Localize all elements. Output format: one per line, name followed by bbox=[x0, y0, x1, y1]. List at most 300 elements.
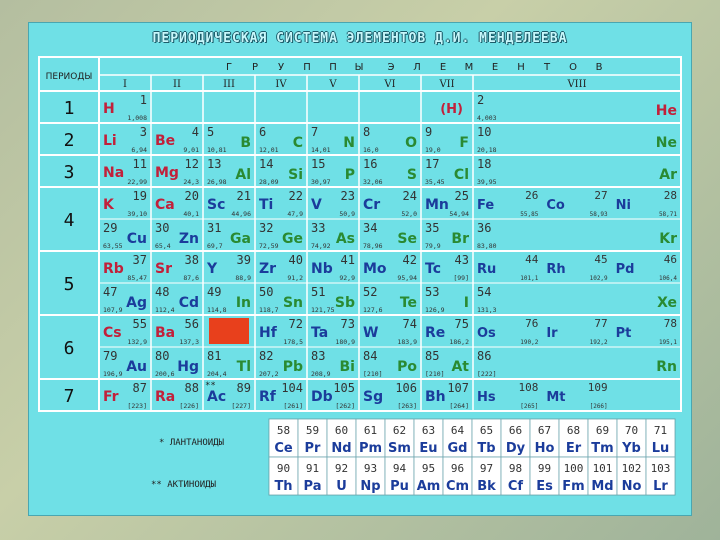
atomic-mass: 186,2 bbox=[449, 338, 469, 346]
element-symbol: Si bbox=[288, 167, 303, 183]
atomic-mass: 85,47 bbox=[127, 274, 147, 282]
element-symbol: Br bbox=[451, 231, 469, 247]
atomic-number: 47 bbox=[103, 285, 118, 299]
element-symbol: Nb bbox=[311, 261, 333, 277]
elements-heading-letter: М bbox=[464, 62, 474, 73]
element-symbol: Nd bbox=[331, 441, 352, 456]
atomic-mass: 200,6 bbox=[155, 370, 175, 378]
atomic-number: 73 bbox=[340, 317, 355, 331]
atomic-number: 15 bbox=[311, 157, 326, 171]
atomic-mass: 83,80 bbox=[477, 242, 497, 250]
element-symbol: Sr bbox=[155, 261, 172, 277]
element-symbol: Th bbox=[274, 479, 293, 494]
atomic-number: 28 bbox=[663, 189, 677, 202]
atomic-number: 14 bbox=[259, 157, 274, 171]
element-symbol: Bk bbox=[477, 479, 496, 494]
atomic-number: 89 bbox=[236, 381, 251, 395]
element-symbol: Cs bbox=[103, 325, 122, 341]
atomic-mass: [210] bbox=[425, 370, 445, 378]
group-numeral: IV bbox=[275, 79, 287, 90]
atomic-number: 76 bbox=[525, 317, 539, 330]
atomic-number: 9 bbox=[425, 125, 433, 139]
atomic-number: 97 bbox=[479, 462, 494, 475]
atomic-number: 72 bbox=[288, 317, 303, 331]
element-symbol: Au bbox=[126, 359, 147, 375]
element-symbol: Ti bbox=[259, 197, 274, 213]
element-symbol: Pu bbox=[390, 479, 409, 494]
element-symbol: Md bbox=[591, 479, 614, 494]
atomic-number: 103 bbox=[650, 462, 671, 475]
groups-heading-letter: Ы bbox=[354, 62, 364, 73]
atomic-mass: 58,93 bbox=[589, 211, 608, 218]
atomic-mass: [262] bbox=[335, 402, 355, 410]
atomic-mass: [99] bbox=[453, 274, 469, 282]
atomic-mass: [227] bbox=[231, 402, 251, 410]
atomic-number: 66 bbox=[508, 424, 523, 437]
element-symbol: H bbox=[103, 101, 115, 117]
atomic-number: 21 bbox=[236, 189, 251, 203]
atomic-number: 44 bbox=[525, 253, 539, 266]
element-symbol: Po bbox=[397, 359, 417, 375]
atomic-mass: 102,9 bbox=[589, 275, 608, 282]
element-symbol: Sm bbox=[388, 441, 411, 456]
atomic-mass: 180,9 bbox=[335, 338, 355, 346]
atomic-number: 31 bbox=[207, 221, 222, 235]
atomic-number: 34 bbox=[363, 221, 378, 235]
atomic-mass: [263] bbox=[397, 402, 417, 410]
lanthanide-placeholder bbox=[209, 318, 249, 344]
element-symbol: Tl bbox=[236, 359, 251, 375]
atomic-number: 49 bbox=[207, 285, 222, 299]
element-symbol: Ta bbox=[311, 325, 329, 341]
atomic-mass: 39,10 bbox=[127, 210, 147, 218]
element-symbol: Ru bbox=[477, 262, 497, 277]
element-symbol: V bbox=[311, 197, 322, 213]
atomic-mass: 126,9 bbox=[425, 306, 445, 314]
atomic-mass: 6,94 bbox=[131, 146, 147, 154]
element-symbol: F bbox=[459, 135, 469, 151]
atomic-number: 25 bbox=[454, 189, 469, 203]
atomic-number: 88 bbox=[184, 381, 199, 395]
atomic-mass: 74,92 bbox=[311, 242, 331, 250]
atomic-mass: 183,9 bbox=[397, 338, 417, 346]
atomic-number: 39 bbox=[236, 253, 251, 267]
element-symbol: Zn bbox=[178, 231, 199, 247]
element-symbol: Cr bbox=[363, 197, 381, 213]
atomic-number: 91 bbox=[305, 462, 320, 475]
element-symbol: Hf bbox=[259, 325, 277, 341]
atomic-mass: 30,97 bbox=[311, 178, 331, 186]
atomic-number: 6 bbox=[259, 125, 267, 139]
element-symbol: Lr bbox=[653, 479, 668, 494]
atomic-mass: [222] bbox=[477, 370, 497, 378]
element-symbol: Fr bbox=[103, 389, 119, 405]
atomic-mass: 190,2 bbox=[520, 339, 539, 346]
period-number: 7 bbox=[63, 386, 75, 407]
atomic-mass: 1,008 bbox=[127, 114, 147, 122]
atomic-number: 19 bbox=[132, 189, 147, 203]
element-symbol: S bbox=[406, 167, 417, 183]
element-symbol: Cm bbox=[445, 479, 470, 494]
element-symbol: B bbox=[240, 135, 251, 151]
periodic-table bbox=[29, 23, 691, 515]
atomic-number: 1 bbox=[139, 93, 147, 107]
element-symbol: K bbox=[103, 197, 114, 213]
element-symbol: Ra bbox=[155, 389, 176, 405]
atomic-number: 26 bbox=[525, 189, 539, 202]
atomic-number: 83 bbox=[311, 349, 326, 363]
atomic-number: 48 bbox=[155, 285, 170, 299]
atomic-mass: 208,9 bbox=[311, 370, 331, 378]
atomic-mass: 87,6 bbox=[183, 274, 199, 282]
atomic-number: 20 bbox=[184, 189, 199, 203]
atomic-mass: 47,9 bbox=[287, 210, 303, 218]
element-symbol: Rf bbox=[259, 389, 276, 405]
atomic-mass: [226] bbox=[179, 402, 199, 410]
atomic-mass: 10,81 bbox=[207, 146, 227, 154]
group-numeral: VII bbox=[439, 79, 455, 90]
element-symbol: Fe bbox=[477, 198, 495, 213]
atomic-number: 105 bbox=[333, 381, 355, 395]
atomic-number: 102 bbox=[621, 462, 642, 475]
element-symbol: Lu bbox=[651, 441, 670, 456]
atomic-number: 75 bbox=[454, 317, 469, 331]
element-symbol: Fm bbox=[562, 479, 585, 494]
atomic-number: 86 bbox=[477, 349, 492, 363]
atomic-number: 51 bbox=[311, 285, 326, 299]
atomic-number: 16 bbox=[363, 157, 378, 171]
atomic-number: 22 bbox=[288, 189, 303, 203]
atomic-mass: 65,4 bbox=[155, 242, 171, 250]
atomic-mass: 20,18 bbox=[477, 146, 497, 154]
element-symbol: Pm bbox=[358, 441, 383, 456]
element-symbol: Yb bbox=[622, 441, 641, 456]
group-numeral: II bbox=[173, 79, 181, 90]
actinide-marker: ** bbox=[205, 381, 216, 391]
atomic-mass: 9,01 bbox=[183, 146, 199, 154]
element-symbol: Rh bbox=[546, 262, 566, 277]
atomic-number: 40 bbox=[288, 253, 303, 267]
atomic-number: 45 bbox=[594, 253, 608, 266]
element-symbol: Tb bbox=[477, 441, 496, 456]
atomic-number: 7 bbox=[311, 125, 319, 139]
atomic-number: 92 bbox=[334, 462, 349, 475]
atomic-number: 65 bbox=[479, 424, 494, 437]
element-symbol: P bbox=[344, 167, 355, 183]
atomic-number: 62 bbox=[392, 424, 407, 437]
groups-heading-letter: П bbox=[303, 62, 311, 73]
element-symbol: Pa bbox=[303, 479, 322, 494]
atomic-number: 100 bbox=[563, 462, 584, 475]
group-numeral: VI bbox=[384, 79, 396, 90]
element-symbol: Re bbox=[425, 325, 446, 341]
atomic-number: 32 bbox=[259, 221, 274, 235]
element-symbol: Se bbox=[397, 231, 417, 247]
atomic-number: 43 bbox=[454, 253, 469, 267]
period-number: 4 bbox=[63, 210, 75, 231]
element-symbol: U bbox=[336, 479, 347, 494]
atomic-mass: 63,55 bbox=[103, 242, 123, 250]
atomic-number: 63 bbox=[421, 424, 436, 437]
atomic-number: 79 bbox=[103, 349, 118, 363]
atomic-mass: 39,95 bbox=[477, 178, 497, 186]
atomic-mass: 121,75 bbox=[311, 306, 335, 314]
atomic-number: 46 bbox=[663, 253, 677, 266]
atomic-number: 60 bbox=[334, 424, 349, 437]
atomic-number: 61 bbox=[363, 424, 378, 437]
atomic-mass: [223] bbox=[127, 402, 147, 410]
element-symbol: Al bbox=[235, 167, 251, 183]
element-symbol: Ga bbox=[230, 231, 251, 247]
atomic-mass: [265] bbox=[520, 403, 539, 410]
atomic-number: 38 bbox=[184, 253, 199, 267]
atomic-number: 12 bbox=[184, 157, 199, 171]
atomic-number: 18 bbox=[477, 157, 492, 171]
atomic-number: 77 bbox=[594, 317, 608, 330]
atomic-number: 94 bbox=[392, 462, 407, 475]
atomic-number: 101 bbox=[592, 462, 613, 475]
group-numeral: VIII bbox=[567, 79, 587, 90]
element-symbol: Es bbox=[536, 479, 553, 494]
elements-heading-letter: Л bbox=[413, 62, 421, 73]
atomic-mass: 91,2 bbox=[287, 274, 303, 282]
atomic-mass: 106,4 bbox=[658, 275, 677, 282]
element-symbol: Am bbox=[416, 479, 441, 494]
element-symbol: Ne bbox=[655, 135, 677, 151]
period-number: 3 bbox=[63, 162, 75, 183]
elements-heading-letter: Т bbox=[543, 62, 551, 73]
atomic-mass: 44,96 bbox=[231, 210, 251, 218]
element-symbol: W bbox=[363, 325, 379, 341]
atomic-number: 3 bbox=[139, 125, 147, 139]
atomic-mass: 95,94 bbox=[397, 274, 417, 282]
atomic-number: 107 bbox=[447, 381, 469, 395]
elements-heading-letter: Е bbox=[491, 62, 499, 73]
elements-heading-letter: Н bbox=[517, 62, 525, 73]
atomic-mass: 195,1 bbox=[658, 339, 677, 346]
atomic-number: 70 bbox=[624, 424, 639, 437]
atomic-mass: 28,09 bbox=[259, 178, 279, 186]
atomic-number: 37 bbox=[132, 253, 147, 267]
atomic-mass: 114,8 bbox=[207, 306, 227, 314]
element-symbol: Pt bbox=[615, 326, 632, 341]
atomic-number: 68 bbox=[566, 424, 581, 437]
page-title: ПЕРИОДИЧЕСКАЯ СИСТЕМА ЭЛЕМЕНТОВ Д.И. МЕНДЕЛЕЕВА bbox=[152, 31, 568, 46]
element-symbol: As bbox=[335, 231, 355, 247]
element-symbol: Hs bbox=[477, 390, 496, 405]
atomic-number: 54 bbox=[477, 285, 492, 299]
atomic-number: 35 bbox=[425, 221, 440, 235]
element-symbol: Zr bbox=[259, 261, 277, 277]
atomic-mass: 4,003 bbox=[477, 114, 497, 122]
element-symbol: Mg bbox=[155, 165, 179, 181]
atomic-mass: 137,3 bbox=[179, 338, 199, 346]
atomic-mass: 58,71 bbox=[658, 211, 677, 218]
periodic-table-board bbox=[28, 22, 692, 516]
atomic-mass: 52,0 bbox=[401, 210, 417, 218]
element-symbol: Eu bbox=[419, 441, 438, 456]
atomic-number: 74 bbox=[402, 317, 417, 331]
atomic-number: 99 bbox=[537, 462, 552, 475]
atomic-number: 90 bbox=[276, 462, 291, 475]
element-symbol: Cu bbox=[126, 231, 147, 247]
atomic-number: 98 bbox=[508, 462, 523, 475]
hydrogen-bracket: (H) bbox=[440, 102, 463, 117]
atomic-mass: [266] bbox=[589, 403, 608, 410]
element-symbol: I bbox=[463, 295, 469, 311]
atomic-mass: 19,0 bbox=[425, 146, 441, 154]
period-number: 6 bbox=[63, 338, 75, 359]
element-symbol: Rb bbox=[103, 261, 124, 277]
atomic-number: 13 bbox=[207, 157, 222, 171]
atomic-mass: [261] bbox=[283, 402, 303, 410]
atomic-number: 84 bbox=[363, 349, 378, 363]
atomic-mass: 40,1 bbox=[183, 210, 199, 218]
element-symbol: Mo bbox=[363, 261, 387, 277]
atomic-number: 96 bbox=[450, 462, 465, 475]
element-symbol: Db bbox=[311, 389, 333, 405]
atomic-mass: 72,59 bbox=[259, 242, 279, 250]
atomic-mass: 118,7 bbox=[259, 306, 279, 314]
atomic-number: 67 bbox=[537, 424, 552, 437]
atomic-number: 10 bbox=[477, 125, 492, 139]
atomic-number: 53 bbox=[425, 285, 440, 299]
element-symbol: Bh bbox=[425, 389, 446, 405]
element-symbol: Mt bbox=[546, 390, 566, 405]
element-symbol: Pb bbox=[282, 359, 303, 375]
element-symbol: O bbox=[405, 135, 417, 151]
atomic-mass: 92,9 bbox=[339, 274, 355, 282]
group-numeral: III bbox=[223, 79, 235, 90]
atomic-mass: 88,9 bbox=[235, 274, 251, 282]
atomic-number: 69 bbox=[595, 424, 610, 437]
lanthanides-label: * ЛАНТАНОИДЫ bbox=[159, 438, 225, 448]
element-symbol: Tm bbox=[591, 441, 614, 456]
group-numeral: I bbox=[123, 79, 127, 90]
element-symbol: Ag bbox=[126, 295, 147, 311]
element-symbol: Gd bbox=[447, 441, 468, 456]
atomic-number: 87 bbox=[132, 381, 147, 395]
atomic-mass: 107,9 bbox=[103, 306, 123, 314]
elements-heading-letter: Э bbox=[387, 62, 395, 73]
group-numeral: V bbox=[329, 79, 337, 90]
atomic-number: 104 bbox=[281, 381, 303, 395]
element-symbol: Os bbox=[477, 326, 496, 341]
period-number: 2 bbox=[63, 130, 75, 151]
atomic-mass: 50,9 bbox=[339, 210, 355, 218]
element-symbol: Ba bbox=[155, 325, 176, 341]
atomic-number: 59 bbox=[305, 424, 320, 437]
element-symbol: Cf bbox=[507, 479, 524, 494]
atomic-mass: 192,2 bbox=[589, 339, 608, 346]
element-symbol: At bbox=[451, 359, 469, 375]
element-symbol: Tc bbox=[425, 261, 441, 277]
element-symbol: In bbox=[235, 295, 251, 311]
element-symbol: Np bbox=[360, 479, 381, 494]
atomic-number: 106 bbox=[395, 381, 417, 395]
atomic-number: 29 bbox=[103, 221, 118, 235]
atomic-number: 52 bbox=[363, 285, 378, 299]
atomic-number: 93 bbox=[363, 462, 378, 475]
atomic-mass: [264] bbox=[449, 402, 469, 410]
element-symbol: Ir bbox=[546, 326, 558, 341]
element-symbol: Ar bbox=[659, 167, 677, 183]
element-symbol: Pr bbox=[304, 441, 321, 456]
atomic-number: 109 bbox=[587, 381, 608, 394]
atomic-mass: 178,5 bbox=[283, 338, 303, 346]
atomic-number: 23 bbox=[340, 189, 355, 203]
atomic-number: 33 bbox=[311, 221, 326, 235]
atomic-number: 17 bbox=[425, 157, 440, 171]
element-symbol: Y bbox=[207, 261, 218, 277]
atomic-number: 50 bbox=[259, 285, 274, 299]
atomic-mass: 101,1 bbox=[520, 275, 539, 282]
groups-heading-letter: П bbox=[329, 62, 337, 73]
element-symbol: Xe bbox=[657, 295, 677, 311]
element-symbol: He bbox=[655, 103, 677, 119]
atomic-number: 95 bbox=[421, 462, 436, 475]
atomic-number: 42 bbox=[402, 253, 417, 267]
atomic-mass: 132,9 bbox=[127, 338, 147, 346]
atomic-number: 8 bbox=[363, 125, 371, 139]
atomic-mass: 127,6 bbox=[363, 306, 383, 314]
atomic-mass: 16,0 bbox=[363, 146, 379, 154]
element-symbol: Bi bbox=[339, 359, 355, 375]
elements-heading-letter: Е bbox=[439, 62, 447, 73]
element-symbol: Be bbox=[155, 133, 176, 149]
atomic-number: 78 bbox=[663, 317, 677, 330]
atomic-mass: 14,01 bbox=[311, 146, 331, 154]
atomic-number: 55 bbox=[132, 317, 147, 331]
actinides-label: ** АКТИНОИДЫ bbox=[151, 480, 217, 490]
atomic-number: 85 bbox=[425, 349, 440, 363]
element-symbol: Pd bbox=[615, 262, 635, 277]
atomic-mass: 26,98 bbox=[207, 178, 227, 186]
elements-heading-letter: В bbox=[595, 62, 603, 73]
element-symbol: C bbox=[292, 135, 303, 151]
element-symbol: Co bbox=[546, 198, 565, 213]
atomic-number: 58 bbox=[276, 424, 291, 437]
atomic-mass: 55,85 bbox=[520, 211, 539, 218]
atomic-mass: 78,96 bbox=[363, 242, 383, 250]
atomic-mass: 32,06 bbox=[363, 178, 383, 186]
element-symbol: Hg bbox=[177, 359, 199, 375]
atomic-number: 82 bbox=[259, 349, 274, 363]
atomic-mass: 196,9 bbox=[103, 370, 123, 378]
atomic-mass: 131,3 bbox=[477, 306, 497, 314]
element-symbol: Sg bbox=[363, 389, 384, 405]
atomic-number: 81 bbox=[207, 349, 222, 363]
element-symbol: Sn bbox=[282, 295, 303, 311]
atomic-number: 36 bbox=[477, 221, 492, 235]
atomic-mass: 35,45 bbox=[425, 178, 445, 186]
atomic-mass: 12,01 bbox=[259, 146, 279, 154]
element-symbol: N bbox=[343, 135, 355, 151]
atomic-number: 24 bbox=[402, 189, 417, 203]
atomic-mass: [210] bbox=[363, 370, 383, 378]
element-symbol: Kr bbox=[659, 231, 677, 247]
atomic-number: 30 bbox=[155, 221, 170, 235]
atomic-mass: 207,2 bbox=[259, 370, 279, 378]
element-symbol: Ac bbox=[207, 389, 227, 405]
atomic-number: 56 bbox=[184, 317, 199, 331]
element-symbol: Rn bbox=[656, 359, 677, 375]
atomic-mass: 54,94 bbox=[449, 210, 469, 218]
groups-heading-letter: У bbox=[277, 62, 285, 73]
atomic-number: 2 bbox=[477, 93, 485, 107]
atomic-number: 5 bbox=[207, 125, 215, 139]
atomic-number: 4 bbox=[191, 125, 199, 139]
